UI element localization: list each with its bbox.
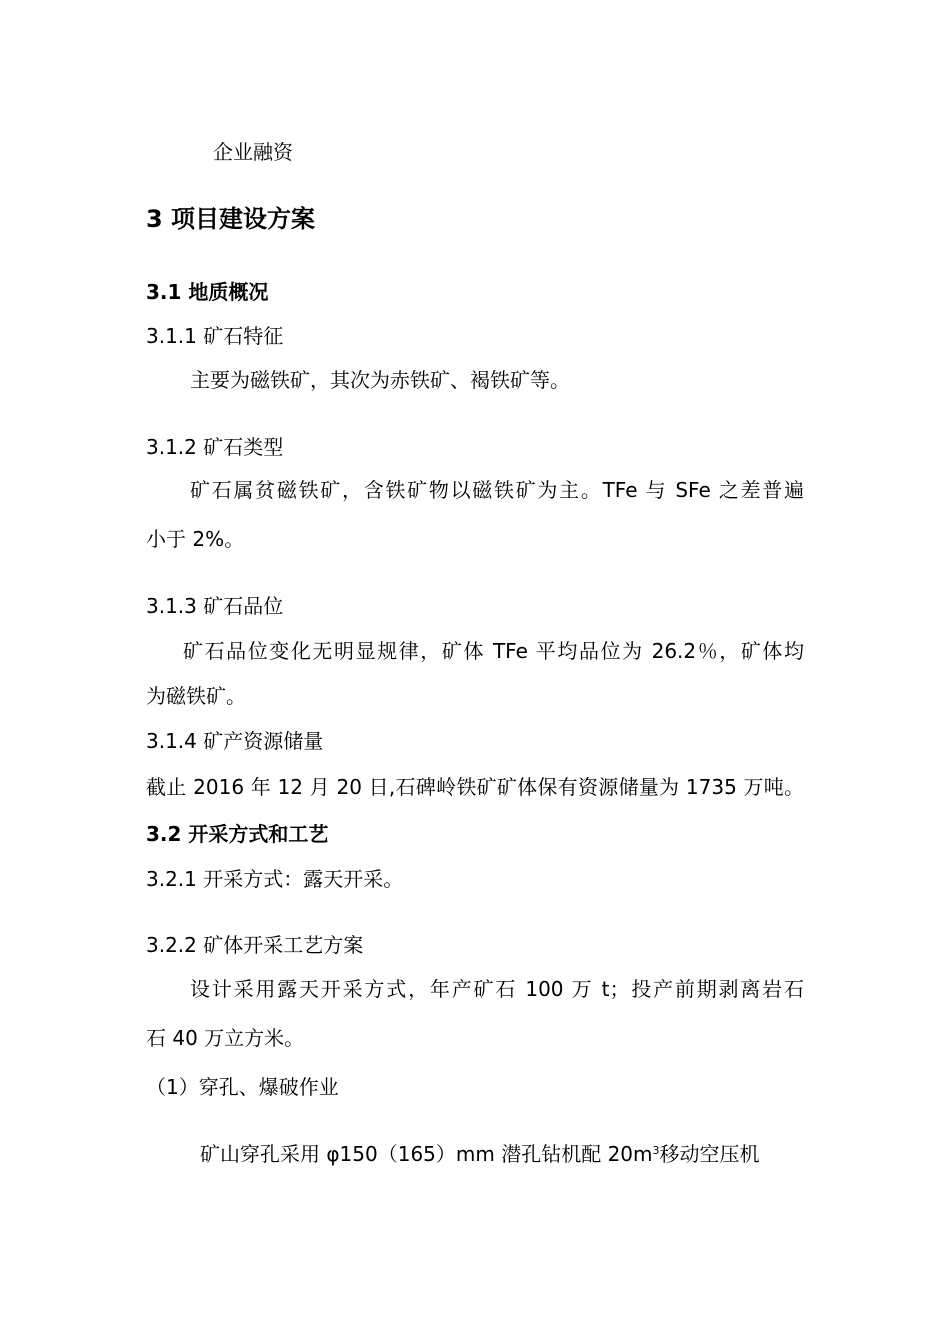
section-3-1-heading: 3.1 地质概况 [146,280,269,304]
item-1-text [200,1140,760,1168]
section-3-heading: 3 项目建设方案 [146,205,316,233]
section-3-2-2-text-line2: 石 40 万立方米。 [146,1026,305,1050]
section-3-1-3-heading: 3.1.3 矿石品位 [146,594,284,618]
section-3-2-1-heading: 3.2.1 开采方式：露天开采。 [146,867,404,891]
section-3-1-2-heading: 3.1.2 矿石类型 [146,435,284,459]
item-1-text-superscript: 3 [652,1144,660,1157]
section-3-1-1-text: 主要为磁铁矿，其次为赤铁矿、褐铁矿等。 [190,368,570,392]
section-3-1-4-text: 截止 2016 年 12 月 20 日,石碑岭铁矿矿体保有资源储量为 1735 万吨。 [146,775,804,799]
section-3-1-3-text-line1: 矿石品位变化无明显规律，矿体 TFe 平均品位为 26.2％，矿体均 [183,639,804,663]
section-3-1-2-text-line2: 小于 2%。 [146,527,245,551]
section-3-1-2-text-line1: 矿石属贫磁铁矿，含铁矿物以磁铁矿为主。TFe 与 SFe 之差普遍 [190,478,804,502]
item-1-text-main: 矿山穿孔采用 φ150（165）mm 潜孔钻机配 20m [200,1142,653,1166]
section-3-2-2-heading: 3.2.2 矿体开采工艺方案 [146,933,364,957]
section-3-1-1-heading: 3.1.1 矿石特征 [146,324,284,348]
item-1-heading: （1）穿孔、爆破作业 [146,1075,339,1099]
header-label: 企业融资 [213,140,293,164]
section-3-2-heading: 3.2 开采方式和工艺 [146,822,329,846]
section-3-1-4-heading: 3.1.4 矿产资源储量 [146,729,324,753]
item-1-text-end: 移动空压机 [659,1142,760,1166]
section-3-1-3-text-line2: 为磁铁矿。 [146,684,246,708]
section-3-2-2-text-line1: 设计采用露天开采方式，年产矿石 100 万 t；投产前期剥离岩石 [190,977,804,1001]
